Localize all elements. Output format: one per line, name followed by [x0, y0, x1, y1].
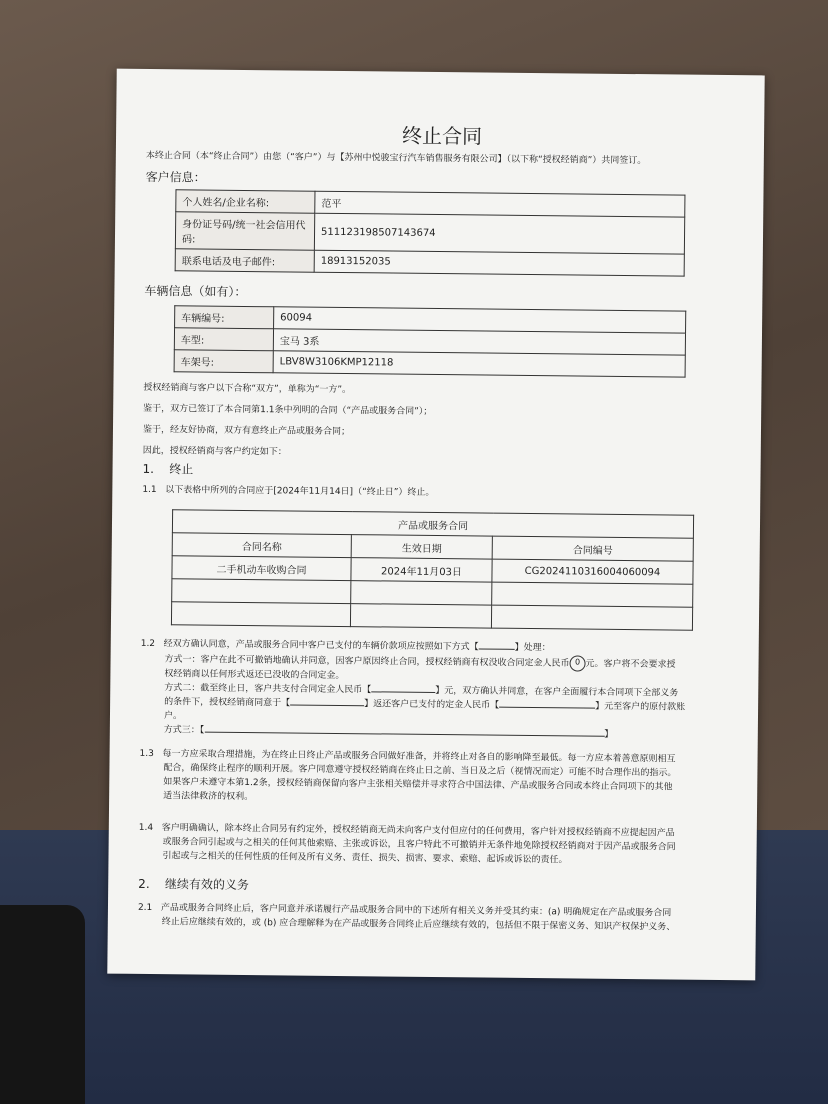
clause-1-1: 1.1 以下表格中所列的合同应于[2024年11月14日]（“终止日”）终止。 [142, 484, 435, 498]
background-dark-object [0, 905, 85, 1104]
table-row: 二手机动车收购合同 2024年11月03日 CG2024110316004060094 [172, 556, 693, 584]
customer-info-table [175, 189, 686, 276]
page-title: 终止合同 [401, 123, 483, 149]
contract-table [171, 509, 694, 630]
handwritten-amount: 0 [569, 655, 585, 671]
intro-paragraph: 本终止合同（本“终止合同”）由您（“客户”）与【苏州中悦骏宝行汽车销售服务有限公司】（以下称“授权经销商”）共同签订。 [145, 150, 647, 167]
clause-1-4: 1.4 客户明确确认，除本终止合同另有约定外，授权经销商无尚未向客户支付但应付的任何费用，客户针对授权经销商不应提起因产品 或服务合同引起或与之相关的任何其他索赔、主张或诉讼，且客户特此不可撤销并无条件地免除授权经销商对于因产品或服务合同 引起或与之相关的任何性质的任何及所有义务、责任、损失、损害、要求、索赔、起诉或诉讼的责任。 [138, 822, 676, 866]
clause-1-3: 1.3 每一方应采取合理措施，为在终止日终止产品或服务合同做好准备，并将终止对各自的影响降至最低。每一方应本着善意原则相互 配合，确保终止程序的顺利开展。客户同意遵守授权经销商在终止日之前、当日及之后（视情况而定）可能不时合理作出的指示。 如果客户未遵守本第1.2条，授权经销商保留向客户主张相关赔偿并寻求符合中国法律、产品或服务合同或本终止合同项下的其他 适当法律救济的权利。 [139, 748, 677, 803]
recital-therefore: 因此，授权经销商与客户约定如下： [142, 445, 287, 458]
table-row: 车架号: LBV8W3106KMP12118 [174, 350, 685, 377]
table-row: 个人姓名/企业名称: 范平 [176, 190, 685, 217]
table-row: 身份证号码/统一社会信用代码: 511123198507143674 [175, 212, 684, 254]
section-2-heading: 2. 继续有效的义务 [138, 876, 250, 893]
recital-whereas-2: 鉴于，经友好协商，双方有意终止产品或服务合同； [142, 424, 351, 438]
vehicle-section-heading: 车辆信息（如有）： [144, 283, 247, 300]
section-1-heading: 1. 终止 [142, 461, 194, 477]
recital-whereas-1: 鉴于，双方已签订了本合同第1.1条中列明的合同（“产品或服务合同”）； [143, 403, 433, 417]
clause-2-1: 2.1 产品或服务合同终止后，客户同意并承诺履行产品或服务合同中的下述所有相关义务并受其约束：(a) 明确规定在产品或服务合同 终止后应继续有效的，或 (b) 应合理解释为在产品或服务合同终止后应继续有效的，包括但不限于保密义务、知识产权保护义务、 [137, 902, 676, 933]
table-header-row: 合同名称 生效日期 合同编号 [172, 533, 693, 561]
contract-paper [107, 69, 764, 981]
vehicle-info-table [174, 305, 687, 377]
table-row: 车型: 宝马 3系 [174, 328, 685, 355]
clause-1-2: 1.2 经双方确认同意，产品或服务合同中客户已支付的车辆价款项应按照如下方式【 】处理： 方式一：客户在此不可撤销地确认并同意，因客户原因终止合同，授权经销商有权没收合同定金人民币 0 元。客户将不会要求授 权经销商以任何形式返还已没收的合同定金。 方式二：截至终止日，客户共支付合同定金人民币【 】元，双方确认并同意，在客户全面履行本合同项下全部义务 的条件下，授权经销商同意于【 】返还客户已支付的定金人民币【 】元至客户的原付款账 户。 方式三：【 】 [140, 638, 686, 740]
table-caption-row: 产品或服务合同 [172, 510, 693, 538]
customer-section-heading: 客户信息： [145, 169, 206, 185]
table-row [171, 602, 692, 630]
recital-parties: 授权经销商与客户以下合称“双方”，单称为“一方”。 [143, 382, 352, 396]
table-row: 联系电话及电子邮件: 18913152035 [175, 249, 684, 276]
table-row: 车辆编号: 60094 [175, 306, 686, 333]
